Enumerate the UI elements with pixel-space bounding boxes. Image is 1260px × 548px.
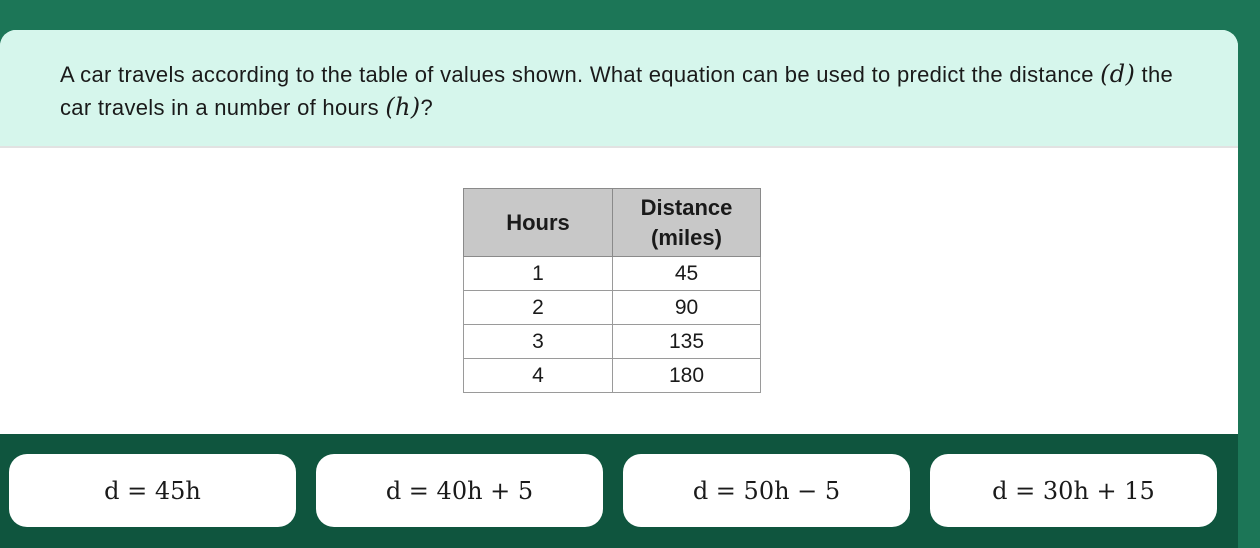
answer-option-3[interactable] <box>623 454 910 527</box>
answer-option-2[interactable] <box>316 454 603 527</box>
question-text-part3: ? <box>420 95 434 120</box>
cell-distance: 180 <box>613 359 761 393</box>
cell-hours: 4 <box>464 359 613 393</box>
answer-options <box>0 434 1238 548</box>
content-area <box>0 148 1238 434</box>
answer-option-4[interactable] <box>930 454 1217 527</box>
variable-h: (h) <box>385 93 421 121</box>
header-hours <box>464 189 613 257</box>
cell-hours: 1 <box>464 257 613 291</box>
header-hours-label: Hours <box>506 209 570 235</box>
cell-distance: 90 <box>613 291 761 325</box>
table-header-row <box>464 189 761 257</box>
question-card <box>0 30 1238 548</box>
answer-option-1[interactable] <box>9 454 296 527</box>
cell-distance: 45 <box>613 257 761 291</box>
answer-option-1-label: d = 45h <box>104 476 201 505</box>
answer-option-2-label: d = 40h + 5 <box>385 476 534 505</box>
header-distance <box>613 189 761 257</box>
table-row <box>464 257 761 291</box>
cell-hours: 2 <box>464 291 613 325</box>
variable-d: (d) <box>1100 60 1136 88</box>
answer-option-4-label: d = 30h + 15 <box>992 476 1155 505</box>
header-distance-unit: (miles) <box>651 224 722 250</box>
table-row <box>464 359 761 393</box>
question-text-part1: A car travels according to the table of values shown. What equation can be used to predict the distance <box>60 62 1101 87</box>
cell-distance: 135 <box>613 325 761 359</box>
values-table <box>463 188 761 393</box>
table-row <box>464 325 761 359</box>
answer-option-3-label: d = 50h − 5 <box>692 476 841 505</box>
header-distance-label: Distance <box>640 194 733 220</box>
question-text-part2: the car travels in a number of hours <box>60 62 1174 120</box>
question-band <box>0 30 1238 148</box>
question-text <box>60 58 1180 124</box>
cell-hours: 3 <box>464 325 613 359</box>
table-row <box>464 291 761 325</box>
